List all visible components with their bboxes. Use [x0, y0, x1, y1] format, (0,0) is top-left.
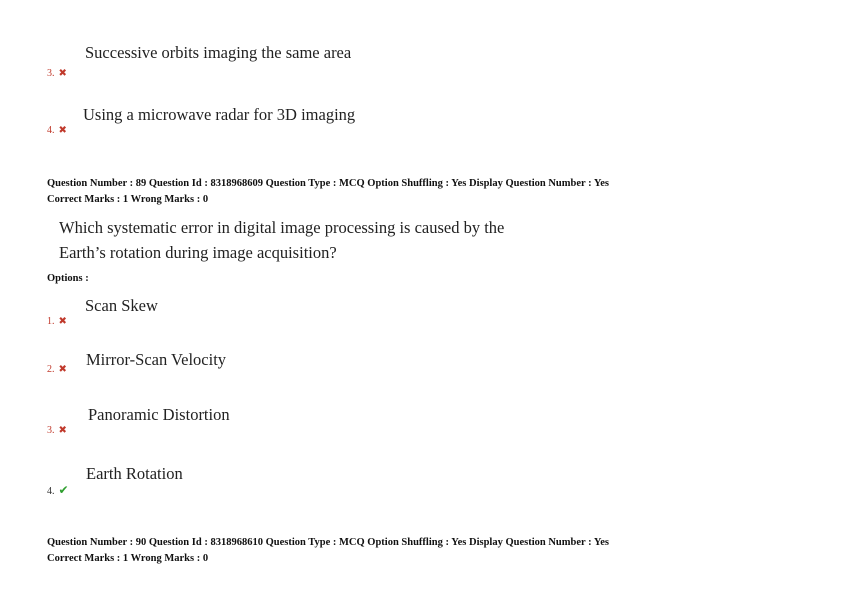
cross-icon: ✖	[58, 316, 67, 327]
options-label: Options :	[47, 273, 89, 284]
option-number	[47, 125, 67, 136]
cross-icon: ✖	[58, 125, 67, 136]
option-text: Panoramic Distortion	[88, 405, 230, 424]
option-number-label: 4.	[47, 125, 55, 136]
checkmark-icon: ✔	[58, 483, 69, 497]
option-number	[47, 483, 69, 498]
question-marks: Correct Marks : 1 Wrong Marks : 0	[47, 553, 209, 564]
option-number-label: 1.	[47, 316, 55, 327]
option-number-label: 3.	[47, 425, 55, 436]
option-text: Mirror-Scan Velocity	[86, 350, 227, 369]
question-meta: Question Number : 89 Question Id : 8318968609 Question Type : MCQ Option Shuffling : Yes Display Question Number : Yes	[47, 178, 610, 189]
option-text: Earth Rotation	[86, 464, 183, 483]
option-number-label: 3.	[47, 68, 55, 79]
cross-icon: ✖	[58, 364, 67, 375]
cross-icon: ✖	[58, 425, 67, 436]
option-number	[47, 316, 67, 327]
question-meta: Question Number : 90 Question Id : 8318968610 Question Type : MCQ Option Shuffling : Yes Display Question Number : Yes	[47, 537, 610, 548]
option-number	[47, 425, 67, 436]
option-text: Using a microwave radar for 3D imaging	[83, 105, 356, 124]
question-text-line: Which systematic error in digital image processing is caused by the	[59, 218, 505, 237]
option-number-label: 4.	[47, 486, 55, 497]
option-number	[47, 68, 67, 79]
option-number-label: 2.	[47, 364, 55, 375]
option-number	[47, 364, 67, 375]
cross-icon: ✖	[58, 68, 67, 79]
option-text: Successive orbits imaging the same area	[85, 43, 352, 62]
question-marks: Correct Marks : 1 Wrong Marks : 0	[47, 194, 209, 205]
question-text	[59, 215, 619, 265]
question-text-line: Earth’s rotation during image acquisition?	[59, 243, 337, 262]
option-text: Scan Skew	[85, 296, 158, 315]
